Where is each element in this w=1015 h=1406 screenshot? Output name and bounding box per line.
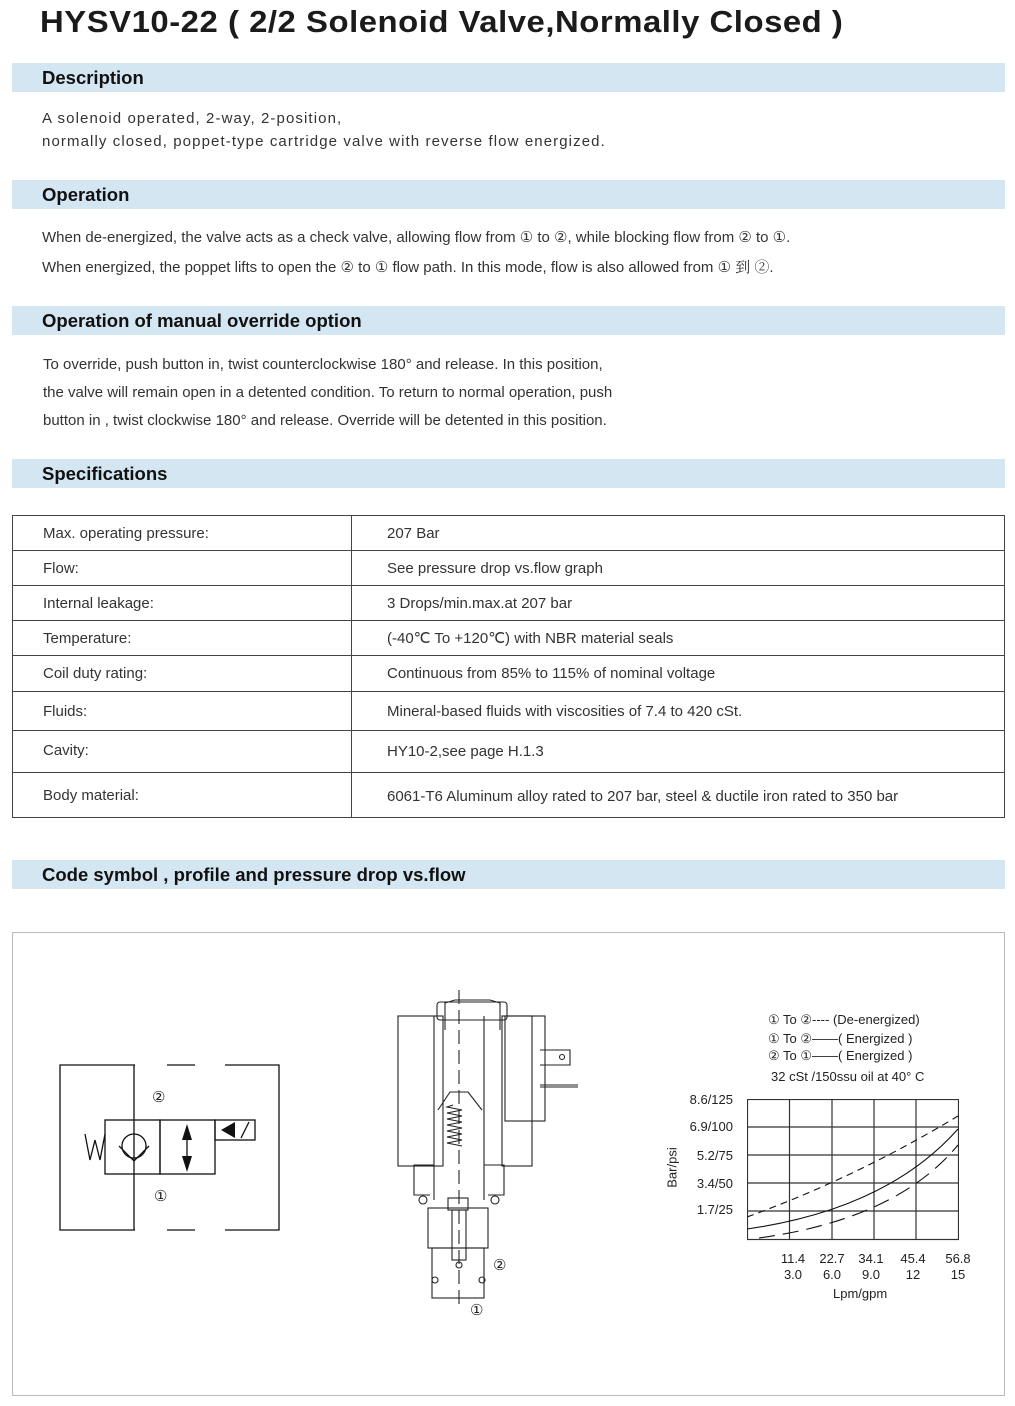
y-tick-label: 6.9/100 xyxy=(689,1119,733,1134)
section-header-description xyxy=(12,63,1005,92)
spec-value: 6061-T6 Aluminum alloy rated to 207 bar, steel & ductile iron rated to 350 bar xyxy=(352,773,1005,818)
y-tick-label: 5.2/75 xyxy=(696,1148,733,1163)
y-tick-label: 8.6/125 xyxy=(689,1092,733,1107)
spec-value: Mineral-based fluids with viscosities of 7.4 to 420 cSt. xyxy=(352,692,1005,731)
table-row xyxy=(13,551,1005,586)
section-header-specifications xyxy=(12,459,1005,488)
page-title: HYSV10-22 ( 2/2 Solenoid Valve,Normally Closed ) xyxy=(40,4,844,39)
valve-profile-drawing xyxy=(390,990,590,1310)
y-axis-label: Bar/psi xyxy=(664,1147,680,1188)
x-tick-label: 45.4 12 xyxy=(900,1251,926,1282)
section-header-operation xyxy=(12,180,1005,209)
table-row xyxy=(13,656,1005,692)
table-row xyxy=(13,692,1005,731)
x-tick-label: 22.7 6.0 xyxy=(819,1251,845,1282)
operation-line-1: When de-energized, the valve acts as a check valve, allowing flow from ① to ②, while blocking flow from ② to ①. xyxy=(42,229,791,246)
spec-value: See pressure drop vs.flow graph xyxy=(352,551,1005,586)
legend-de-energized: ① To ②---- (De-energized) xyxy=(768,1012,920,1027)
spec-value: 3 Drops/min.max.at 207 bar xyxy=(352,586,1005,621)
table-row xyxy=(13,773,1005,818)
section-title: Description xyxy=(42,67,144,88)
profile-port-2-label: ② xyxy=(493,1257,507,1274)
section-title: Code symbol , profile and pressure drop vs.flow xyxy=(42,864,466,885)
operation-line-2: When energized, the poppet lifts to open the ② to ① flow path. In this mode, flow is also allowed from ① 到 ②. xyxy=(42,259,774,276)
spec-key: Coil duty rating: xyxy=(13,656,352,692)
spec-key: Max. operating pressure: xyxy=(13,516,352,551)
spec-key: Flow: xyxy=(13,551,352,586)
y-tick-label: 3.4/50 xyxy=(696,1176,733,1191)
x-tick-label: 34.1 9.0 xyxy=(858,1251,884,1282)
curve-energized-2-to-1 xyxy=(759,1145,958,1238)
section-header-manual-override xyxy=(12,306,1005,335)
override-line-1: To override, push button in, twist counterclockwise 180° and release. In this position, xyxy=(43,356,603,373)
x-tick-label: 11.4 3.0 xyxy=(780,1251,806,1282)
x-axis-label: Lpm/gpm xyxy=(833,1286,888,1301)
spec-key: Cavity: xyxy=(13,731,352,773)
section-title: Operation of manual override option xyxy=(42,310,362,331)
symbol-port-1-label: ① xyxy=(154,1188,168,1205)
spec-value: Continuous from 85% to 115% of nominal voltage xyxy=(352,656,1005,692)
override-line-3: button in , twist clockwise 180° and release. Override will be detented in this position. xyxy=(43,412,607,429)
description-line-2: normally closed, poppet-type cartridge valve with reverse flow energized. xyxy=(42,133,606,150)
section-title: Specifications xyxy=(42,463,168,484)
override-line-2: the valve will remain open in a detented condition. To return to normal operation, push xyxy=(43,384,613,401)
pressure-drop-chart xyxy=(747,1099,959,1241)
chart-oil-note: 32 cSt /150ssu oil at 40° C xyxy=(771,1069,925,1084)
section-header-code-symbol xyxy=(12,860,1005,889)
table-row xyxy=(13,621,1005,656)
symbol-port-2-label: ② xyxy=(152,1089,166,1106)
spec-key: Fluids: xyxy=(13,692,352,731)
legend-energized-1-to-2: ① To ②——( Energized ) xyxy=(768,1031,913,1046)
spec-value: (-40℃ To +120℃) with NBR material seals xyxy=(352,621,1005,656)
table-row xyxy=(13,586,1005,621)
curve-energized-1-to-2 xyxy=(747,1129,958,1229)
spec-value: HY10-2,see page H.1.3 xyxy=(352,731,1005,773)
x-tick-label: 56.8 15 xyxy=(945,1251,971,1282)
hydraulic-symbol-diagram xyxy=(55,1060,285,1235)
specifications-table xyxy=(12,515,1005,818)
table-row xyxy=(13,731,1005,773)
spec-key: Body material: xyxy=(13,773,352,818)
spec-key: Temperature: xyxy=(13,621,352,656)
profile-port-1-label: ① xyxy=(470,1302,484,1319)
table-row xyxy=(13,516,1005,551)
spec-key: Internal leakage: xyxy=(13,586,352,621)
spec-value: 207 Bar xyxy=(352,516,1005,551)
y-tick-label: 1.7/25 xyxy=(696,1202,733,1217)
description-line-1: A solenoid operated, 2-way, 2-position, xyxy=(42,110,343,127)
legend-energized-2-to-1: ② To ①——( Energized ) xyxy=(768,1048,913,1063)
section-title: Operation xyxy=(42,184,130,205)
